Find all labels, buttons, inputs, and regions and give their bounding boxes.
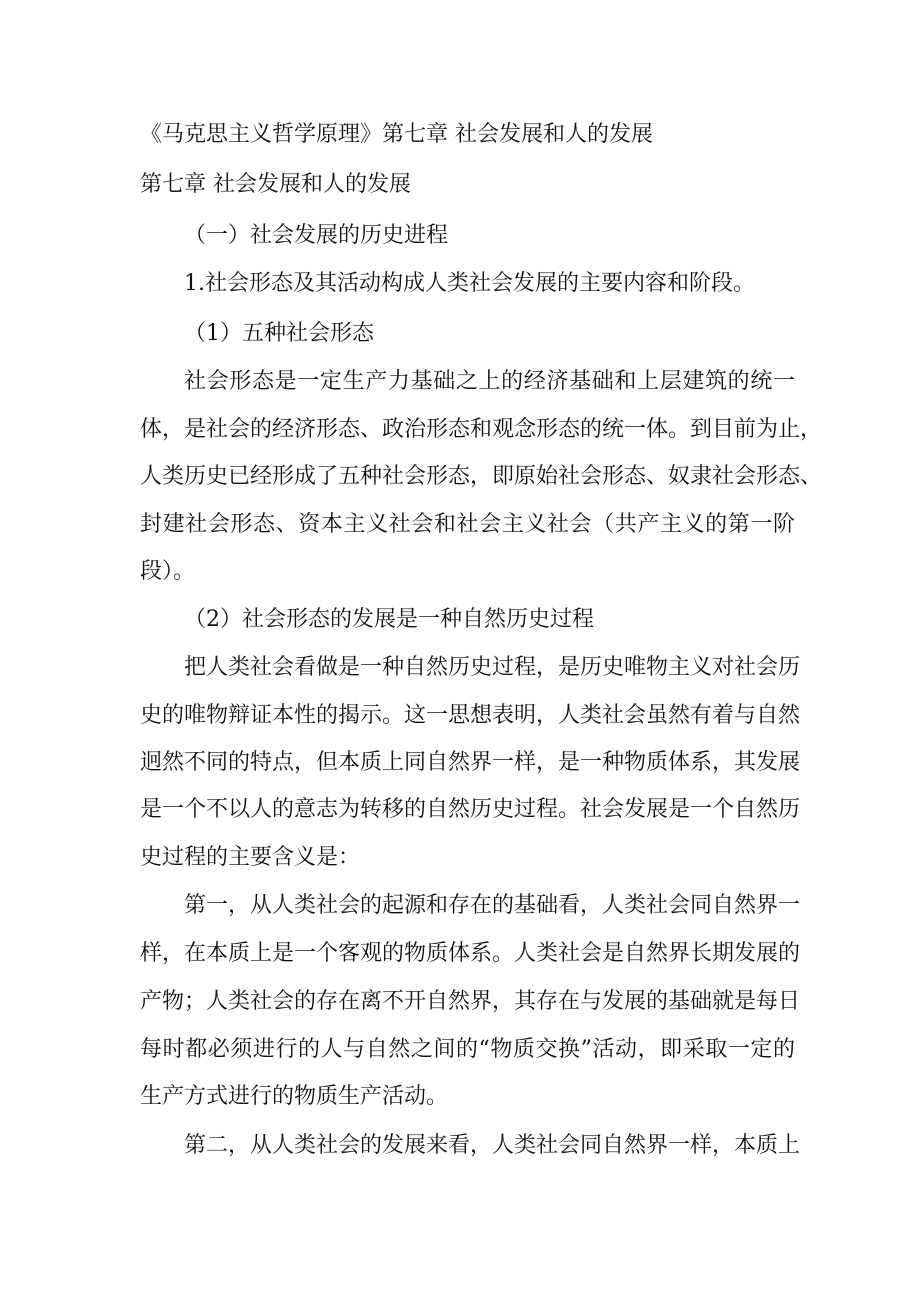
item-heading: 1.社会形态及其活动构成人类社会发展的主要内容和阶段。 — [184, 271, 755, 296]
paragraph-line: 样，在本质上是一个客观的物质体系。人类社会是自然界长期发展的 — [140, 941, 801, 966]
paragraph-line: 体，是社会的经济形态、政治形态和观念形态的统一体。到目前为止， — [140, 417, 823, 442]
paragraph-line: 第二，从人类社会的发展来看，人类社会同自然界一样，本质上 — [184, 1133, 801, 1158]
paragraph-line: 把人类社会看做是一种自然历史过程，是历史唯物主义对社会历 — [184, 655, 801, 680]
section-heading: （一）社会发展的历史进程 — [184, 223, 449, 248]
paragraph-line: 每时都必须进行的人与自然之间的“物质交换”活动，即采取一定的 — [140, 1037, 795, 1062]
paragraph-line: 是一个不以人的意志为转移的自然历史过程。社会发展是一个自然历 — [140, 797, 801, 822]
paragraph-line: 社会形态是一定生产力基础之上的经济基础和上层建筑的统一 — [184, 369, 795, 394]
subheading-five-social-forms: （1）五种社会形态 — [184, 321, 374, 346]
chapter-heading: 第七章 社会发展和人的发展 — [140, 172, 411, 197]
paragraph-line: 封建社会形态、资本主义社会和社会主义社会（共产主义的第一阶 — [140, 512, 795, 537]
paragraph-line: 段）。 — [140, 559, 196, 584]
paragraph-line: 迥然不同的特点，但本质上同自然界一样，是一种物质体系，其发展 — [140, 750, 801, 775]
subheading-natural-history-process: （2）社会形态的发展是一种自然历史过程 — [184, 607, 594, 632]
paragraph-line: 第一，从人类社会的起源和存在的基础看，人类社会同自然界一 — [184, 893, 801, 918]
paragraph-line: 史过程的主要含义是： — [140, 845, 361, 870]
paragraph-line: 产物；人类社会的存在离不开自然界，其存在与发展的基础就是每日 — [140, 989, 801, 1014]
paragraph-line: 史的唯物辩证本性的揭示。这一思想表明，人类社会虽然有着与自然 — [140, 703, 801, 728]
document-title: 《马克思主义哲学原理》第七章 社会发展和人的发展 — [140, 122, 653, 147]
paragraph-line: 人类历史已经形成了五种社会形态，即原始社会形态、奴隶社会形态、 — [140, 464, 823, 489]
paragraph-line: 生产方式进行的物质生产活动。 — [140, 1084, 449, 1109]
